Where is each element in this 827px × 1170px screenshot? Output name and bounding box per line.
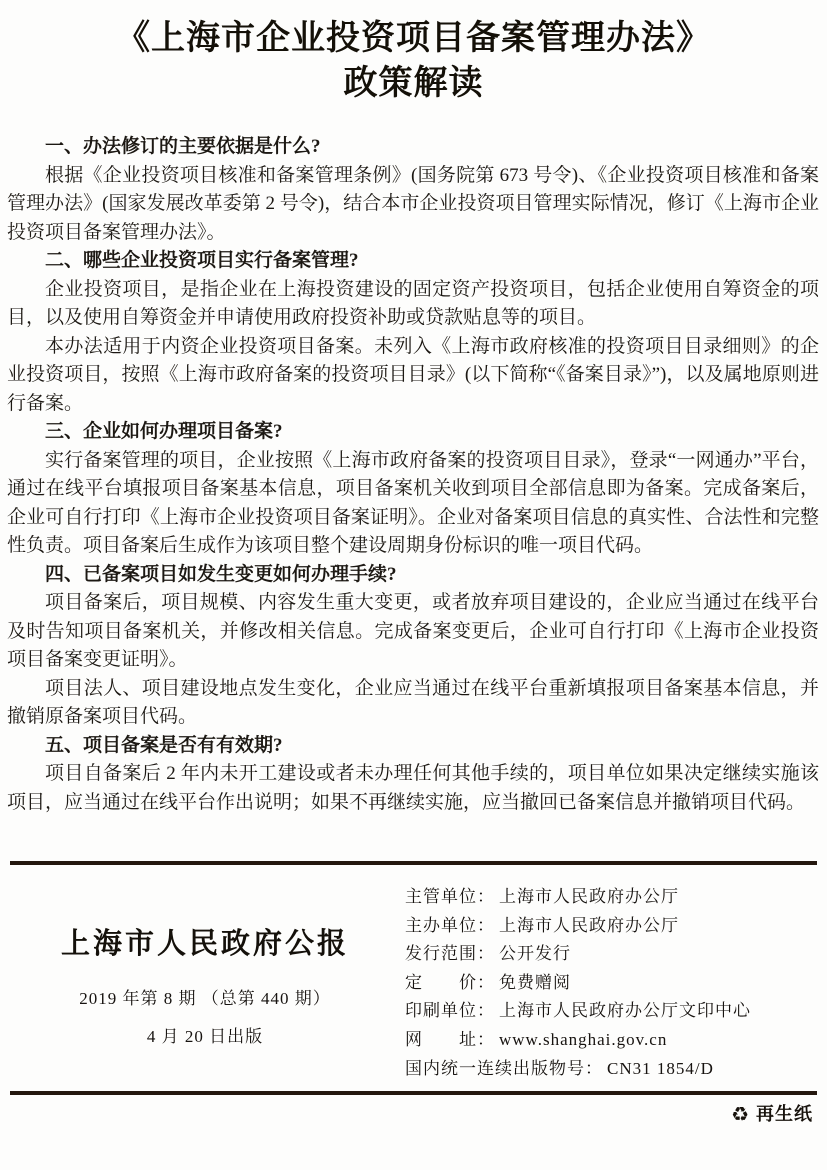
publication-info-row-website bbox=[405, 1026, 820, 1055]
info-value: 上海市人民政府办公厅 bbox=[499, 915, 679, 935]
document-title-line1: 《上海市企业投资项目备案管理办法》 bbox=[116, 20, 711, 57]
publication-info-row-printer bbox=[405, 997, 820, 1026]
document-title-line2: 政策解读 bbox=[343, 65, 484, 102]
section-1-paragraph: 根据《企业投资项目核准和备案管理条例》(国务院第 673 号令)、《企业投资项目核准和备案管理办法》(国家发展改革委第 2 号令)，结合本市企业投资项目管理实际情况，修订《上海市企业投资项目备案管理办法》。 bbox=[7, 164, 819, 243]
gazette-publish-date: 4 月 20 日出版 bbox=[146, 1027, 264, 1046]
recycled-paper-note bbox=[731, 1100, 813, 1126]
info-value: 上海市人民政府办公厅 bbox=[499, 887, 679, 906]
info-label: 发行范围： bbox=[405, 944, 495, 964]
gazette-masthead-block bbox=[25, 921, 385, 1047]
section-3-paragraph: 实行备案管理的项目，企业按照《上海市政府备案的投资项目目录》，登录“一网通办”平台，通过在线平台填报项目备案基本信息，项目备案机关收到项目全部信息即为备案。完成备案后，企业可自行打印《上海市企业投资项目备案证明》。企业对备案项目信息的真实性、合法性和完整性负责。项目备案后生成作为该项目整个建设周期身份标识的唯一项目代码。 bbox=[7, 449, 819, 556]
section-4-heading: 四、已备案项目如发生变更如何办理手续? bbox=[45, 563, 397, 585]
info-label: 定 价： bbox=[405, 972, 495, 992]
gazette-issue-line: 2019 年第 8 期 （总第 440 期） bbox=[79, 989, 331, 1008]
info-value: 公开发行 bbox=[499, 944, 571, 964]
info-value: CN31 1854/D bbox=[607, 1058, 714, 1078]
document-title bbox=[0, 16, 827, 106]
info-label: 主办单位： bbox=[405, 915, 495, 935]
info-label: 印刷单位： bbox=[405, 1001, 495, 1021]
publication-info-row-supervisor bbox=[405, 883, 820, 912]
info-label: 国内统一连续出版物号： bbox=[405, 1058, 603, 1078]
section-4-paragraph: 项目法人、项目建设地点发生变化，企业应当通过在线平台重新填报项目备案基本信息，并撤销原备案项目代码。 bbox=[7, 677, 819, 727]
recycled-paper-label: 再生纸 bbox=[756, 1104, 813, 1124]
info-label: 网 址： bbox=[405, 1029, 495, 1049]
section-5-paragraph: 项目自备案后 2 年内未开工建设或者未办理任何其他手续的，项目单位如果决定继续实施该项目，应当通过在线平台作出说明；如果不再继续实施，应当撤回已备案信息并撤销项目代码。 bbox=[7, 763, 819, 813]
gazette-title: 上海市人民政府公报 bbox=[60, 928, 349, 960]
recycle-icon: ♻ bbox=[731, 1102, 750, 1126]
document-body bbox=[7, 133, 819, 817]
section-2-paragraph: 企业投资项目，是指企业在上海投资建设的固定资产投资项目，包括企业使用自筹资金的项目，以及使用自筹资金并申请使用政府投资补助或贷款贴息等的项目。 bbox=[7, 278, 819, 328]
info-value: 免费赠阅 bbox=[499, 972, 571, 992]
footer-top-divider bbox=[10, 861, 817, 865]
info-value: 上海市人民政府办公厅文印中心 bbox=[499, 1001, 751, 1021]
section-2-heading: 二、哪些企业投资项目实行备案管理? bbox=[45, 250, 359, 271]
footer-bottom-divider bbox=[10, 1091, 817, 1095]
section-5-heading: 五、项目备案是否有有效期? bbox=[45, 734, 283, 756]
section-2-paragraph: 本办法适用于内资企业投资项目备案。未列入《上海市政府核准的投资项目目录细则》的企业投资项目，按照《上海市政府备案的投资项目目录》(以下简称“《备案目录》”)，以及属地原则进行备案。 bbox=[7, 335, 819, 414]
publication-info-row-organizer bbox=[405, 912, 820, 941]
section-4-paragraph: 项目备案后，项目规模、内容发生重大变更，或者放弃项目建设的，企业应当通过在线平台及时告知项目备案机关，并修改相关信息。完成备案变更后，企业可自行打印《上海市企业投资项目备案变更证明》。 bbox=[7, 592, 819, 670]
publication-info-list bbox=[405, 883, 820, 1083]
info-label: 主管单位： bbox=[405, 887, 495, 906]
info-value: www.shanghai.gov.cn bbox=[499, 1029, 668, 1049]
publication-info-row-distribution bbox=[405, 940, 820, 969]
section-3-heading: 三、企业如何办理项目备案? bbox=[45, 421, 283, 442]
publication-info-row-issn bbox=[405, 1055, 820, 1084]
publication-info-row-price bbox=[405, 969, 820, 998]
section-1-heading: 一、办法修订的主要依据是什么? bbox=[45, 136, 321, 157]
